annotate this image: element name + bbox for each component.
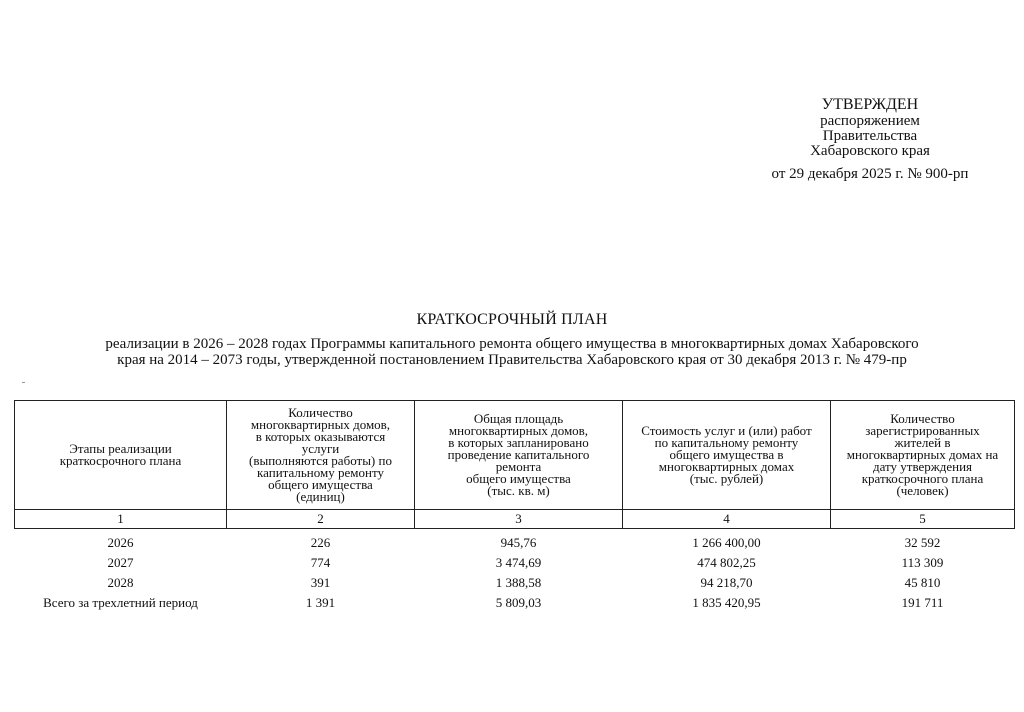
table-row (15, 529, 1015, 554)
cell-total-area: 945,76 (500, 535, 537, 550)
table-row (15, 573, 1015, 593)
cell-house-count: 226 (310, 535, 331, 550)
approval-line-government: Правительства (822, 128, 918, 144)
approval-line-region: Хабаровского края (810, 143, 930, 159)
cell-stage: 2026 (107, 535, 134, 550)
header-house-count: Количество многоквартирных домов, в которых оказываются услуги (выполняются работы) по капитальному ремонту общего имущества (единиц) (227, 401, 415, 510)
cell-stage: 2027 (107, 555, 134, 570)
cell-residents: 45 810 (904, 575, 941, 590)
document-subtitle (20, 336, 1004, 368)
approval-stamp (700, 96, 1024, 182)
scan-mark (22, 382, 25, 383)
document-subtitle-line-2: края на 2014 – 2073 годы, утвержденной постановлением Правительства Хабаровского края от 30 декабря 2013 г. № 479-пр (117, 352, 907, 368)
cell-house-count: 1 391 (305, 595, 336, 610)
cell-residents: 32 592 (904, 535, 941, 550)
column-number: 3 (415, 510, 623, 529)
document-title: КРАТКОСРОЧНЫЙ ПЛАН (416, 311, 608, 328)
column-number: 4 (623, 510, 831, 529)
approved-heading: УТВЕРЖДЕН (821, 96, 919, 113)
cell-house-count: 774 (310, 555, 331, 570)
cell-cost: 94 218,70 (700, 575, 753, 590)
document-title-block (20, 310, 1004, 368)
document-subtitle-line-1: реализации в 2026 – 2028 годах Программы капитального ремонта общего имущества в многоквартирных домах Хабаровского (105, 336, 919, 352)
cell-cost: 1 266 400,00 (692, 535, 761, 550)
header-stages: Этапы реализации краткосрочного плана (15, 401, 227, 510)
table-header-row (15, 401, 1015, 510)
table-row (15, 553, 1015, 573)
cell-residents: 191 711 (901, 595, 944, 610)
cell-stage: Всего за трехлетний период (43, 595, 198, 610)
table-column-numbers-row (15, 510, 1015, 529)
header-cost: Стоимость услуг и (или) работ по капитальному ремонту общего имущества в многоквартирных домах (тыс. рублей) (623, 401, 831, 510)
cell-residents: 113 309 (901, 555, 944, 570)
plan-table (14, 400, 1015, 613)
column-number: 1 (15, 510, 227, 529)
header-residents: Количество зарегистрированных жителей в многоквартирных домах на дату утверждения краткосрочного плана (человек) (831, 401, 1015, 510)
column-number: 5 (831, 510, 1015, 529)
cell-house-count: 391 (310, 575, 331, 590)
cell-cost: 474 802,25 (697, 555, 756, 570)
approval-line-order: распоряжением (820, 113, 920, 129)
cell-total-area: 5 809,03 (495, 595, 542, 610)
column-number: 2 (227, 510, 415, 529)
cell-total-area: 3 474,69 (495, 555, 542, 570)
table-row-total (15, 593, 1015, 613)
cell-stage: 2028 (107, 575, 134, 590)
cell-total-area: 1 388,58 (495, 575, 542, 590)
header-total-area: Общая площадь многоквартирных домов, в которых запланировано проведение капитального ремонта общего имущества (тыс. кв. м) (415, 401, 623, 510)
cell-cost: 1 835 420,95 (692, 595, 761, 610)
approval-date-number: от 29 декабря 2025 г. № 900-рп (771, 166, 969, 182)
